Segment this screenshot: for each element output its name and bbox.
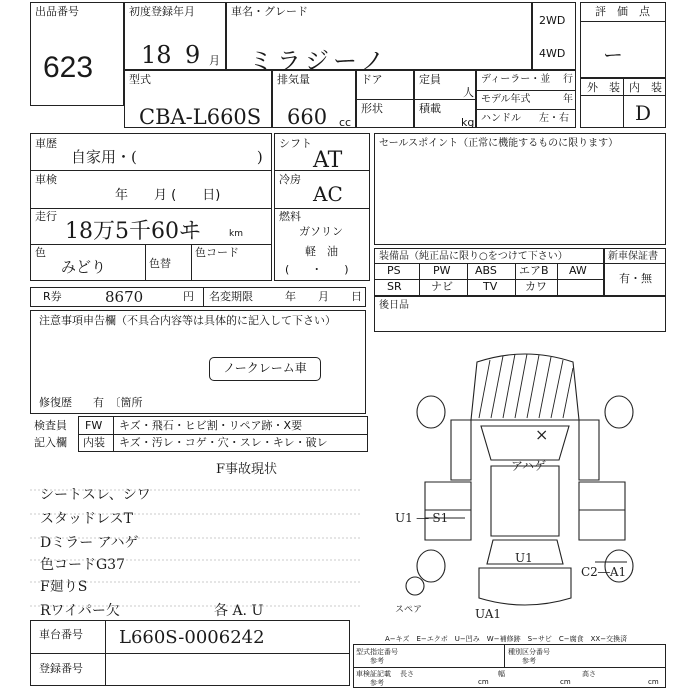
note-each: 各 A. U [214,603,264,619]
name-change-label: 名変期限 [209,290,253,303]
lot-label: 出品番号 [35,5,79,18]
int-items: キズ・汚レ・コゲ・穴・スレ・キレ・破レ [119,436,328,449]
history-box [30,133,272,281]
mileage-label: 走行 [35,210,57,223]
warranty-value: 有・無 [619,272,652,285]
dealer-box [476,70,576,128]
chassis-label: 車台番号 [39,628,83,641]
shift-value: AT [313,148,343,173]
class-ref: 参考 [522,657,536,665]
sales-point-box [374,133,666,245]
diagram-ua1: UA1 [475,607,502,620]
hood-hatching [479,354,573,418]
note-line-6: Rワイパー欠 [40,603,120,619]
color-change-label: 色替 [149,257,171,270]
chassis-value: L660S-0006242 [119,627,265,648]
exterior-label: 外 装 [587,81,620,94]
rear-left-wheel [417,550,445,582]
equip-navi: ナビ [431,280,453,293]
disp-value: 660 [287,105,328,129]
inspector-label-1: 検査員 [34,419,67,432]
left-front-fender [451,420,471,480]
dim-height-unit: cm [648,678,659,686]
fuel-gas: ガソリン [299,225,343,238]
color-value: みどり [61,258,107,276]
equip-pw: PW [433,264,451,277]
note-line-1: シートスレ、シワ [40,487,151,503]
disp-label: 排気量 [277,73,310,86]
drive-box [532,2,576,70]
warranty-box [604,248,666,296]
capacity-unit: 人 [463,86,474,99]
repair-value: 有 〔箇所 [93,396,143,409]
diagram-spare: スペア [395,605,423,615]
fuel-diesel: 軽 油 [305,245,338,258]
note-line-4: 色コードG37 [40,557,125,573]
notes-box [30,310,366,414]
capacity-label: 定員 [419,73,441,86]
color-label: 色 [35,246,46,259]
eval-value: ー [603,43,623,67]
repair-label: 修復歴 [39,396,72,409]
equip-airbag: エアB [519,264,549,277]
note-ruling [30,470,360,620]
spare-tire [406,577,424,595]
load-label: 積載 [419,102,441,115]
mileage-value: 18万5千60ヰ [65,219,201,244]
equip-abs: ABS [475,264,497,277]
reg-no-label: 登録番号 [39,662,83,675]
dim-length-unit: cm [478,678,489,686]
model-value: CBA-L660S [139,105,262,129]
note-accident: F事故現状 [216,462,278,477]
right-front-fender [579,420,599,480]
fuel-other: ( ・ ) [285,263,349,276]
rear-body [479,568,571,605]
equip-sr: SR [387,280,402,293]
inspection-value: 年 月 ( 日) [115,188,221,203]
front-left-wheel [417,396,445,428]
history-value: 自家用・( ) [71,148,263,166]
dim-width-unit: cm [560,678,571,686]
right-doors [579,482,625,540]
equipment-box [374,248,604,296]
class-label: 種別区分番号 [508,648,550,656]
ext-int-box [580,78,666,128]
note-line-3: Dミラー アハゲ [40,535,139,551]
spec-ref: 参考 [370,657,384,665]
interior-label: 内 装 [629,81,662,94]
door-label: ドア [361,73,383,86]
model-box [124,70,272,128]
disp-unit: cc [339,116,352,129]
int-label: 内装 [83,436,105,449]
sales-point-label: セールスポイント（正常に機能するものに限ります） [379,138,619,149]
damage-legend: A−キズ E−エクボ U−凹み W−補修跡 S−サビ C−腐食 XX−交換済 [385,635,628,643]
ac-label: 冷房 [279,173,301,186]
equip-aw: AW [569,264,587,277]
note-line-2: スタッドレスT [40,511,133,527]
diagram-ahage: アハゲ [511,459,547,473]
r-unit: 円 [183,290,194,303]
door-shape-box [356,70,414,128]
name-label: 車名・グレード [231,5,308,18]
warranty-label: 新車保証書 [608,251,658,262]
dims-label: 車検証記載 [356,670,391,678]
note-line-5: F廻りS [40,579,88,595]
equip-leather: カワ [525,280,547,293]
equip-ps: PS [387,264,401,277]
car-damage-diagram [395,340,655,620]
equipment-label: 装備品（純正品に限り○をつけて下さい） [379,251,568,262]
diagram-u1-s1: U1 ― S1 [395,511,449,525]
reg-year: 18 [141,41,172,69]
shift-label: シフト [279,137,312,150]
ac-value: AC [313,182,343,206]
car-name: ミラジーノ [249,47,389,75]
lot-box [30,2,124,106]
mileage-unit: km [229,229,243,239]
lot-number: 623 [43,51,94,84]
car-name-box [226,2,532,75]
notes-label: 注意事項申告欄（不具合内容等は具体的に記入して下さい） [39,314,336,327]
chassis-box [30,620,350,686]
history-label: 車歴 [35,137,57,150]
roof [491,466,559,536]
spec-label: 型式指定番号 [356,648,398,656]
spec-box [353,644,666,688]
r-label: R券 [43,290,62,303]
drive-4wd: 4WD [539,47,566,60]
windshield [481,426,569,460]
dealer-value: 行 [563,74,573,85]
handle-label: ハンドル [481,113,521,124]
capacity-box [414,70,476,128]
equip-tv: TV [483,280,498,293]
inspector-box [78,416,368,452]
handle-value: 左・右 [539,113,569,124]
fuel-label: 燃料 [279,210,301,223]
model-label: 型式 [129,73,151,86]
fw-label: FW [85,419,103,432]
model-year-unit: 年 [563,94,573,105]
name-change-value: 年 月 日 [285,290,362,303]
diagram-c2-a1: C2―A1 [581,565,627,579]
recycle-box [30,287,366,307]
reg-month: 9 [185,41,201,69]
load-unit: kg [461,116,475,129]
model-year-label: モデル年式 [481,94,531,105]
interior-value: D [635,101,652,125]
inspection-label: 車検 [35,173,57,186]
dims-ref: 参考 [370,679,384,687]
shape-label: 形状 [361,102,383,115]
eval-label: 評 価 点 [595,5,650,18]
dealer-label: ディーラー・並 [481,74,551,85]
dim-width: 幅 [498,670,505,678]
drive-2wd: 2WD [539,14,566,27]
dim-length: 長さ [400,670,414,678]
reg-date-box [124,2,226,70]
r-value: 8670 [105,288,144,306]
eval-box [580,2,666,78]
later-items-box [374,296,666,332]
diagram-u1-center: U1 [515,551,533,565]
front-right-wheel [605,396,633,428]
dim-height: 高さ [582,670,596,678]
inspector-label-2: 記入欄 [34,436,67,449]
fw-items: キズ・飛石・ヒビ割・リペア跡・X要 [119,419,303,432]
no-claim-stamp: ノークレーム車 [209,357,321,381]
reg-month-unit: 月 [209,54,220,67]
reg-label: 初度登録年月 [129,5,195,18]
shift-box [274,133,370,281]
later-items-label: 後日品 [379,300,409,311]
color-code-label: 色コード [195,246,239,259]
diagram-cross: × [535,425,549,444]
displacement-box [272,70,356,128]
